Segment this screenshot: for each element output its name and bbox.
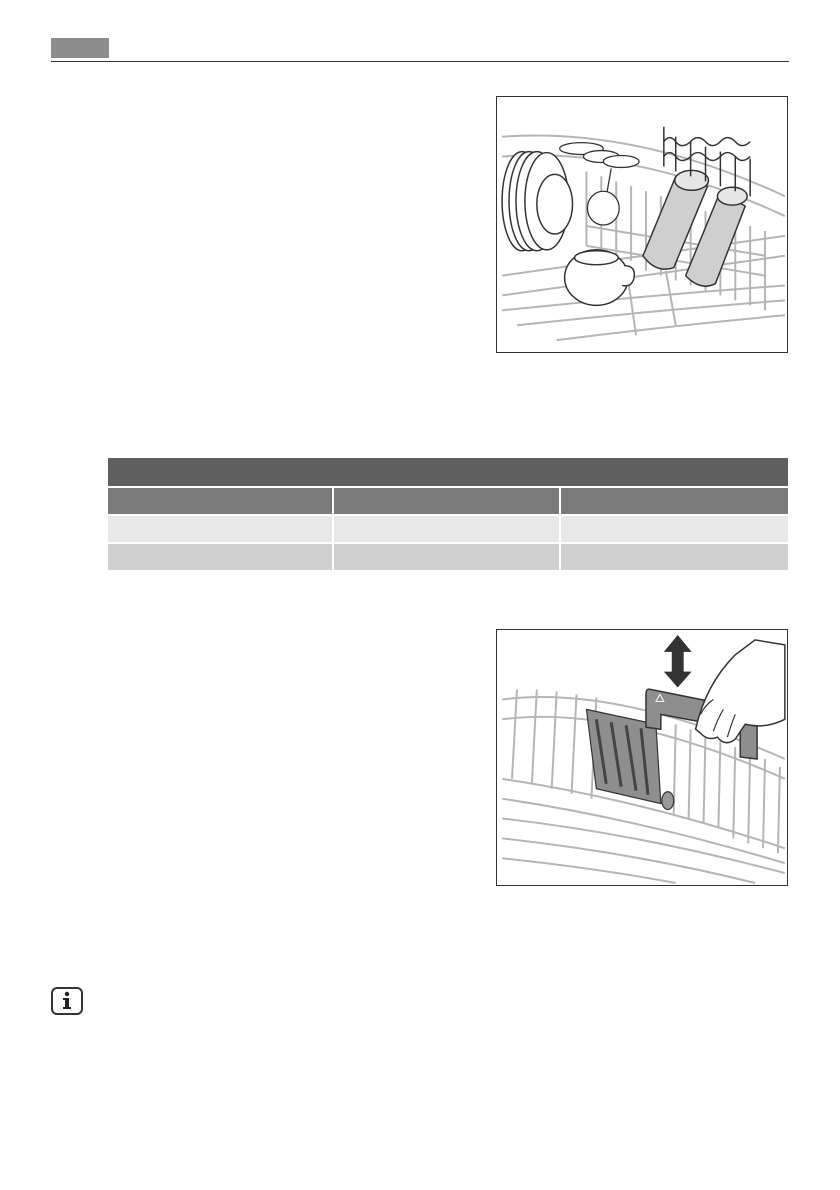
plate-rack-figure xyxy=(496,629,788,886)
upper-basket-figure xyxy=(496,96,788,353)
table-cell xyxy=(334,544,559,570)
section-header-tab xyxy=(51,38,109,58)
upper-basket-illustration xyxy=(497,97,787,352)
table-header-cell xyxy=(334,488,559,514)
table-title xyxy=(108,458,788,486)
table-cell xyxy=(561,516,788,542)
table-cell xyxy=(108,544,332,570)
table-header-row xyxy=(108,488,788,514)
header-divider xyxy=(51,61,789,62)
table-header-cell xyxy=(108,488,332,514)
table-cell xyxy=(561,544,788,570)
table-row xyxy=(108,516,788,542)
info-icon xyxy=(51,987,83,1015)
plate-rack-adjust-illustration xyxy=(497,630,787,885)
table-header-cell xyxy=(561,488,788,514)
table-cell xyxy=(108,516,332,542)
table-row xyxy=(108,544,788,570)
adjustment-table xyxy=(108,458,788,570)
table-cell xyxy=(334,516,559,542)
info-glyph-icon xyxy=(59,991,75,1011)
